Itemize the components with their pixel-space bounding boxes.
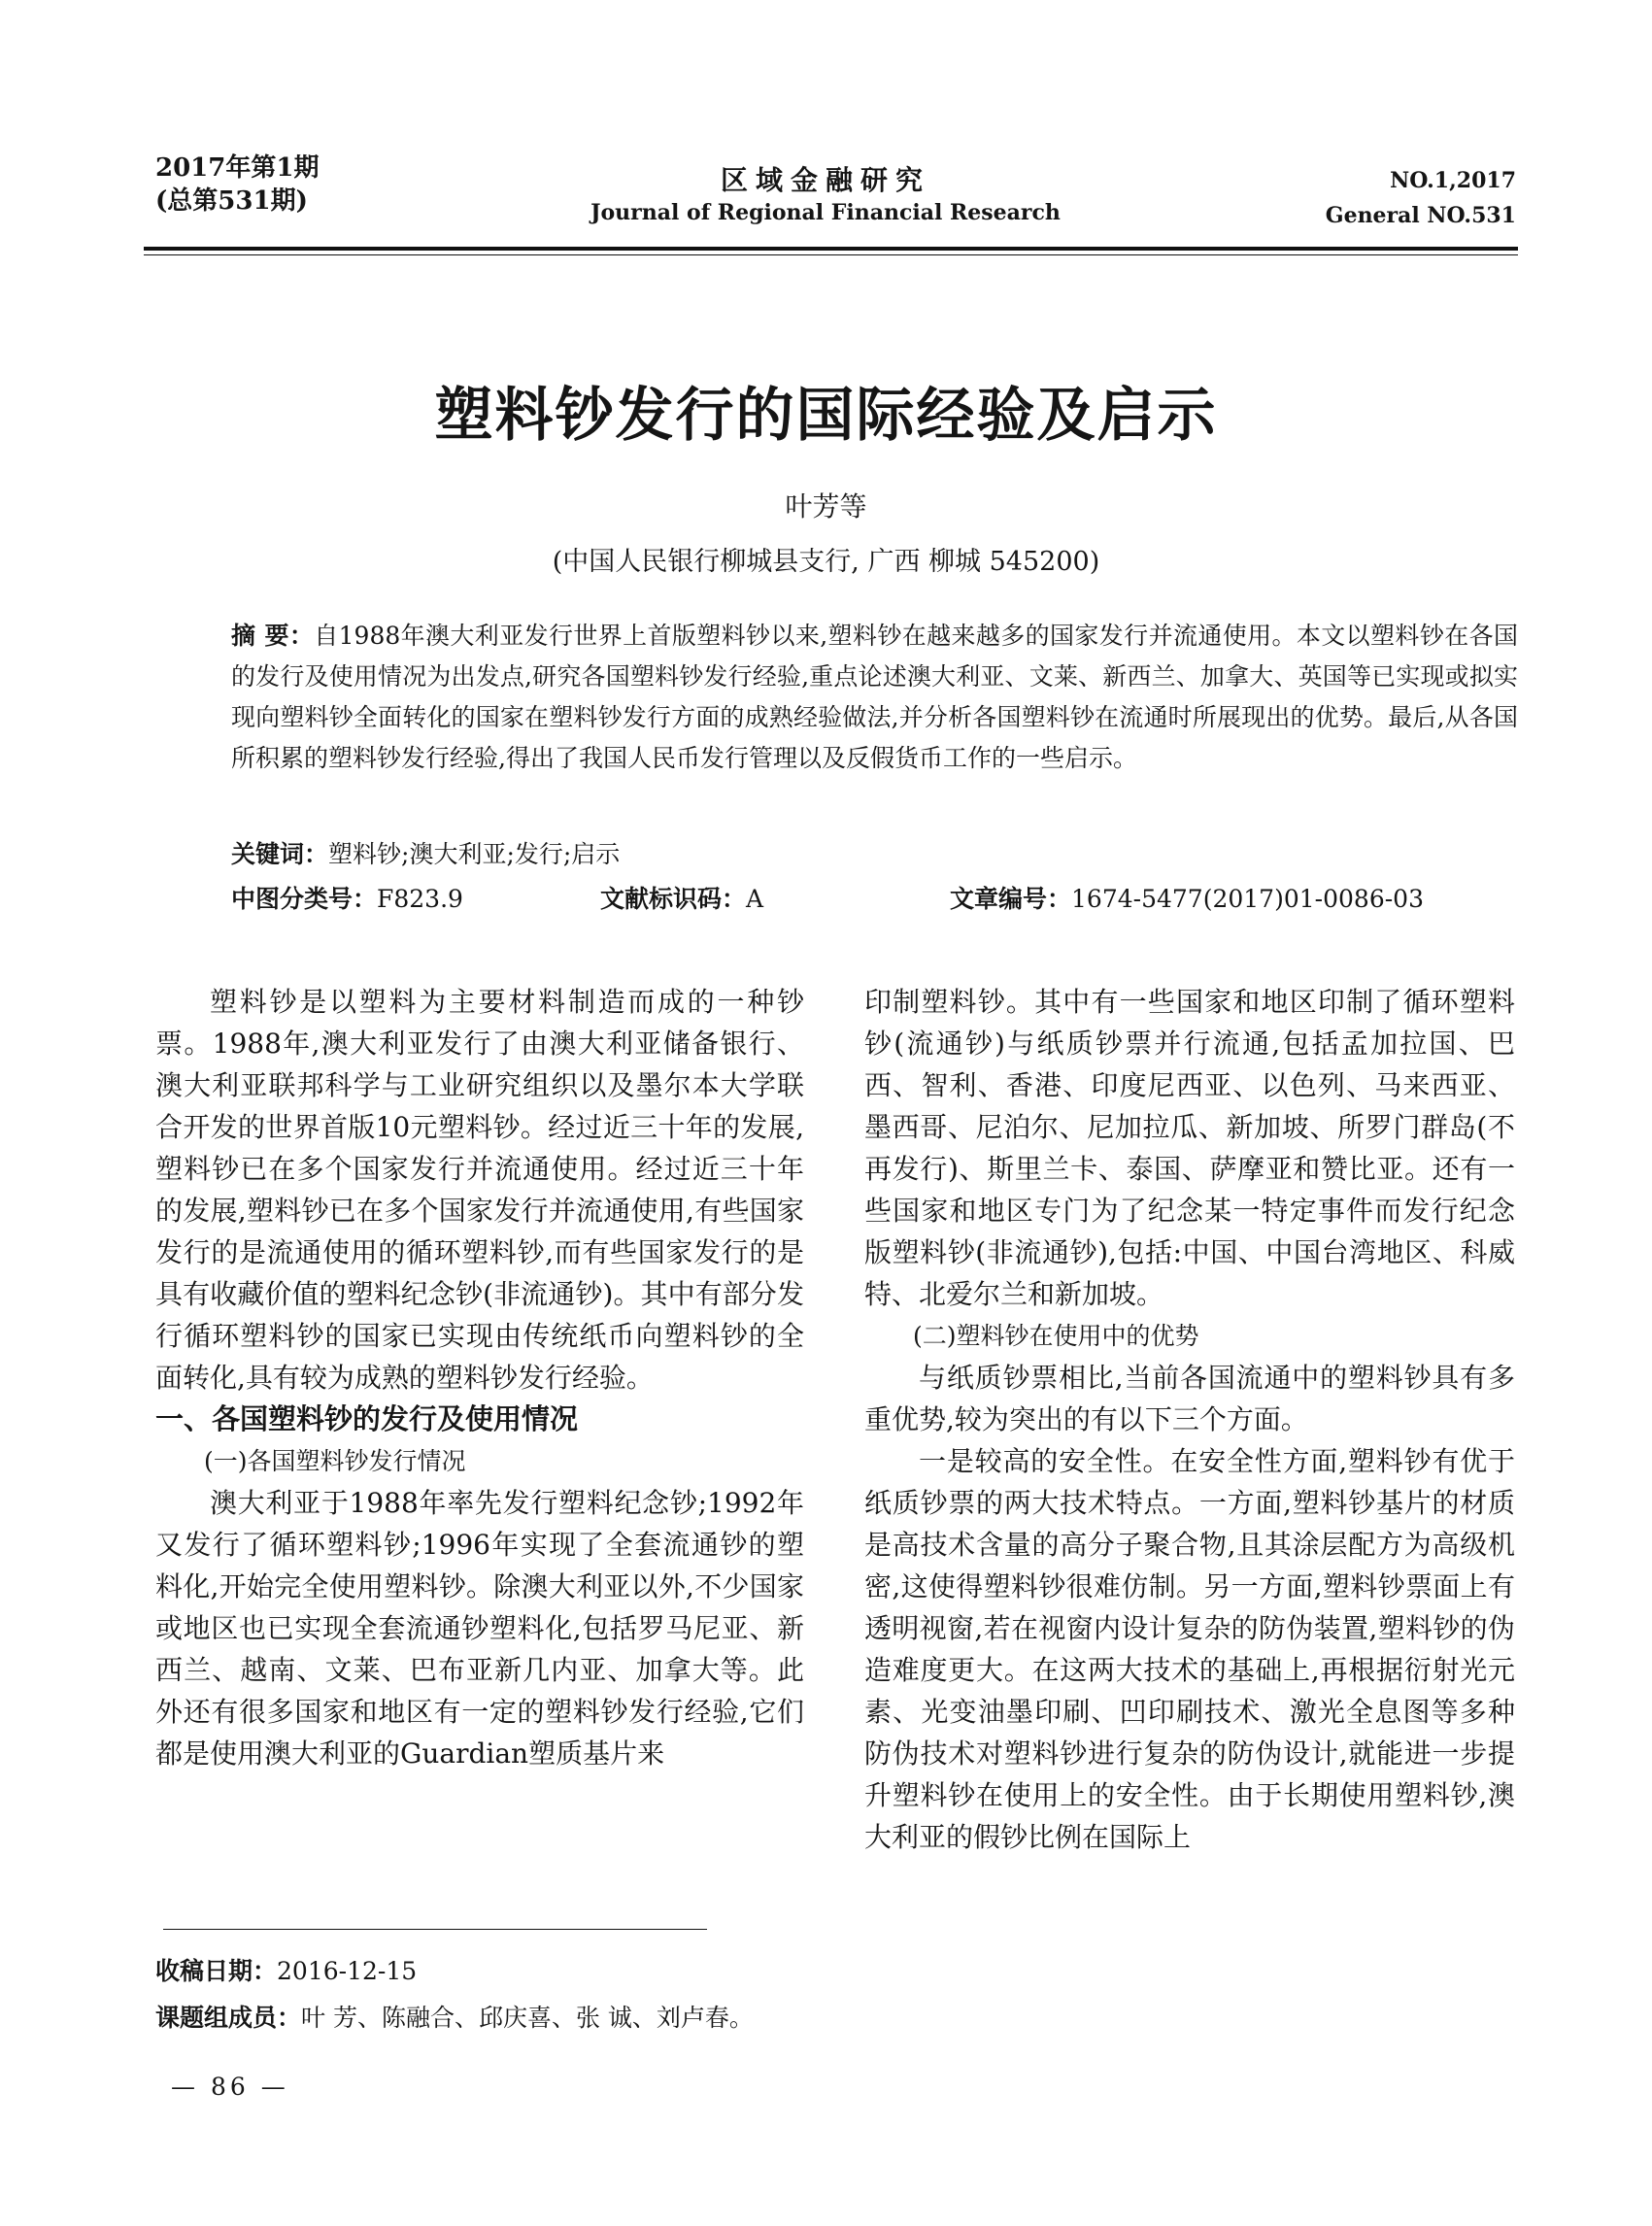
doc-code-label: 文献标识码： xyxy=(600,885,747,913)
clc-label: 中图分类号： xyxy=(231,885,378,913)
journal-name-en: Journal of Regional Financial Research xyxy=(590,200,1061,225)
classification-line xyxy=(231,880,1518,915)
abstract-text: 自1988年澳大利亚发行世界上首版塑料钞以来,塑料钞在越来越多的国家发行并流通使用。本文以塑料钞在各国的发行及使用情况为出发点,研究各国塑料钞发行经验,重点论述澳大利亚、文莱、新西兰、加拿大、英国等已实现或拟实现向塑料钞全面转化的国家在塑料钞发行方面的成熟经验做法,并分析各国塑料钞在流通时所展现出的优势。最后,从各国所积累的塑料钞发行经验,得出了我国人民币发行管理以及反假货币工作的一些启示。 xyxy=(231,622,1518,772)
keywords-text: 塑料钞;澳大利亚;发行;启示 xyxy=(328,840,621,868)
subsection-heading-1: (一)各国塑料钞发行情况 xyxy=(204,1447,466,1475)
issue-info-en xyxy=(1326,163,1516,233)
paragraph-issuance-continued: 印制塑料钞。其中有一些国家和地区印制了循环塑料钞(流通钞)与纸质钞票并行流通,包括孟加拉国、巴西、智利、香港、印度尼西亚、以色列、马来西亚、墨西哥、尼泊尔、尼加拉瓜、新加坡、所罗门群岛(不再发行)、斯里兰卡、泰国、萨摩亚和赞比亚。还有一些国家和地区专门为了纪念某一特定事件而发行纪念版塑料钞(非流通钞),包括:中国、中国台湾地区、科威特、北爱尔兰和新加坡。 xyxy=(864,986,1515,1310)
total-issue-en: General NO.531 xyxy=(1325,203,1516,228)
project-members-value: 叶 芳、陈融合、邱庆喜、张 诚、刘卢春。 xyxy=(301,2004,754,2032)
paragraph-security: 一是较高的安全性。在安全性方面,塑料钞有优于纸质钞票的两大技术特点。一方面,塑料钞基片的材质是高技术含量的高分子聚合物,且其涂层配方为高级机密,这使得塑料钞很难仿制。另一方面,塑料钞票面上有透明视窗,若在视窗内设计复杂的防伪装置,塑料钞的伪造难度更大。在这两大技术的基础上,再根据衍射光元素、光变油墨印刷、凹印刷技术、激光全息图等多种防伪技术对塑料钞进行复杂的防伪设计,就能进一步提升塑料钞在使用上的安全性。由于长期使用塑料钞,澳大利亚的假钞比例在国际上 xyxy=(864,1445,1515,1853)
paper-title: 塑料钞发行的国际经验及启示 xyxy=(434,382,1218,450)
article-number-label: 文章编号： xyxy=(950,885,1072,913)
header-rule-thin xyxy=(144,254,1518,255)
keywords-label: 关键词： xyxy=(231,840,329,868)
body-column-left xyxy=(155,981,804,1774)
header-rule-thick xyxy=(144,247,1518,251)
paragraph-intro: 塑料钞是以塑料为主要材料制造而成的一种钞票。1988年,澳大利亚发行了由澳大利亚储备银行、澳大利亚联邦科学与工业研究组织以及墨尔本大学联合开发的世界首版10元塑料钞。经过近三十年的发展,塑料钞已在多个国家发行并流通使用。经过近三十年的发展,塑料钞已在多个国家发行并流通使用,有些国家发行的是流通使用的循环塑料钞,而有些国家发行的是具有收藏价值的塑料纪念钞(非流通钞)。其中有部分发行循环塑料钞的国家已实现由传统纸币向塑料钞的全面转化,具有较为成熟的塑料钞发行经验。 xyxy=(155,986,804,1394)
abstract xyxy=(231,616,1518,779)
body-column-right xyxy=(864,981,1515,1858)
abstract-label: 摘 要： xyxy=(231,622,315,650)
received-date-value: 2016-12-15 xyxy=(277,1957,418,1985)
issue-number-en: NO.1,2017 xyxy=(1390,168,1516,193)
page-number: — 86 — xyxy=(171,2073,289,2101)
project-members-label: 课题组成员： xyxy=(155,2004,302,2032)
clc-code xyxy=(231,880,600,915)
paragraph-advantages: 与纸质钞票相比,当前各国流通中的塑料钞具有多重优势,较为突出的有以下三个方面。 xyxy=(864,1362,1515,1435)
doc-code-value: A xyxy=(746,885,764,913)
clc-value: F823.9 xyxy=(377,885,463,913)
received-date xyxy=(155,1952,417,1987)
issue-number-cn: 2017年第1期 xyxy=(155,153,320,183)
received-date-label: 收稿日期： xyxy=(155,1957,278,1985)
journal-name xyxy=(544,163,1107,227)
paragraph-issuance: 澳大利亚于1988年率先发行塑料纪念钞;1992年又发行了循环塑料钞;1996年实现了全套流通钞的塑料化,开始完全使用塑料钞。除澳大利亚以外,不少国家或地区也已实现全套流通钞塑料化,包括罗马尼亚、新西兰、越南、文莱、巴布亚新几内亚、加拿大等。此外还有很多国家和地区有一定的塑料钞发行经验,它们都是使用澳大利亚的Guardian塑质基片来 xyxy=(155,1487,804,1770)
footnote-rule xyxy=(163,1929,707,1930)
paper-author: 叶芳等 xyxy=(785,490,867,523)
document-code xyxy=(600,880,950,915)
issue-info-cn xyxy=(155,152,319,218)
total-issue-cn: (总第531期) xyxy=(155,186,308,216)
author-affiliation: (中国人民银行柳城县支行, 广西 柳城 545200) xyxy=(552,547,1100,577)
section-heading-1: 一、各国塑料钞的发行及使用情况 xyxy=(155,1402,579,1435)
keywords xyxy=(231,835,620,870)
project-members xyxy=(155,1999,754,2034)
subsection-heading-2: (二)塑料钞在使用中的优势 xyxy=(913,1322,1199,1350)
journal-name-cn: 区域金融研究 xyxy=(720,164,930,196)
article-number xyxy=(950,880,1424,915)
article-number-value: 1674-5477(2017)01-0086-03 xyxy=(1071,885,1424,913)
